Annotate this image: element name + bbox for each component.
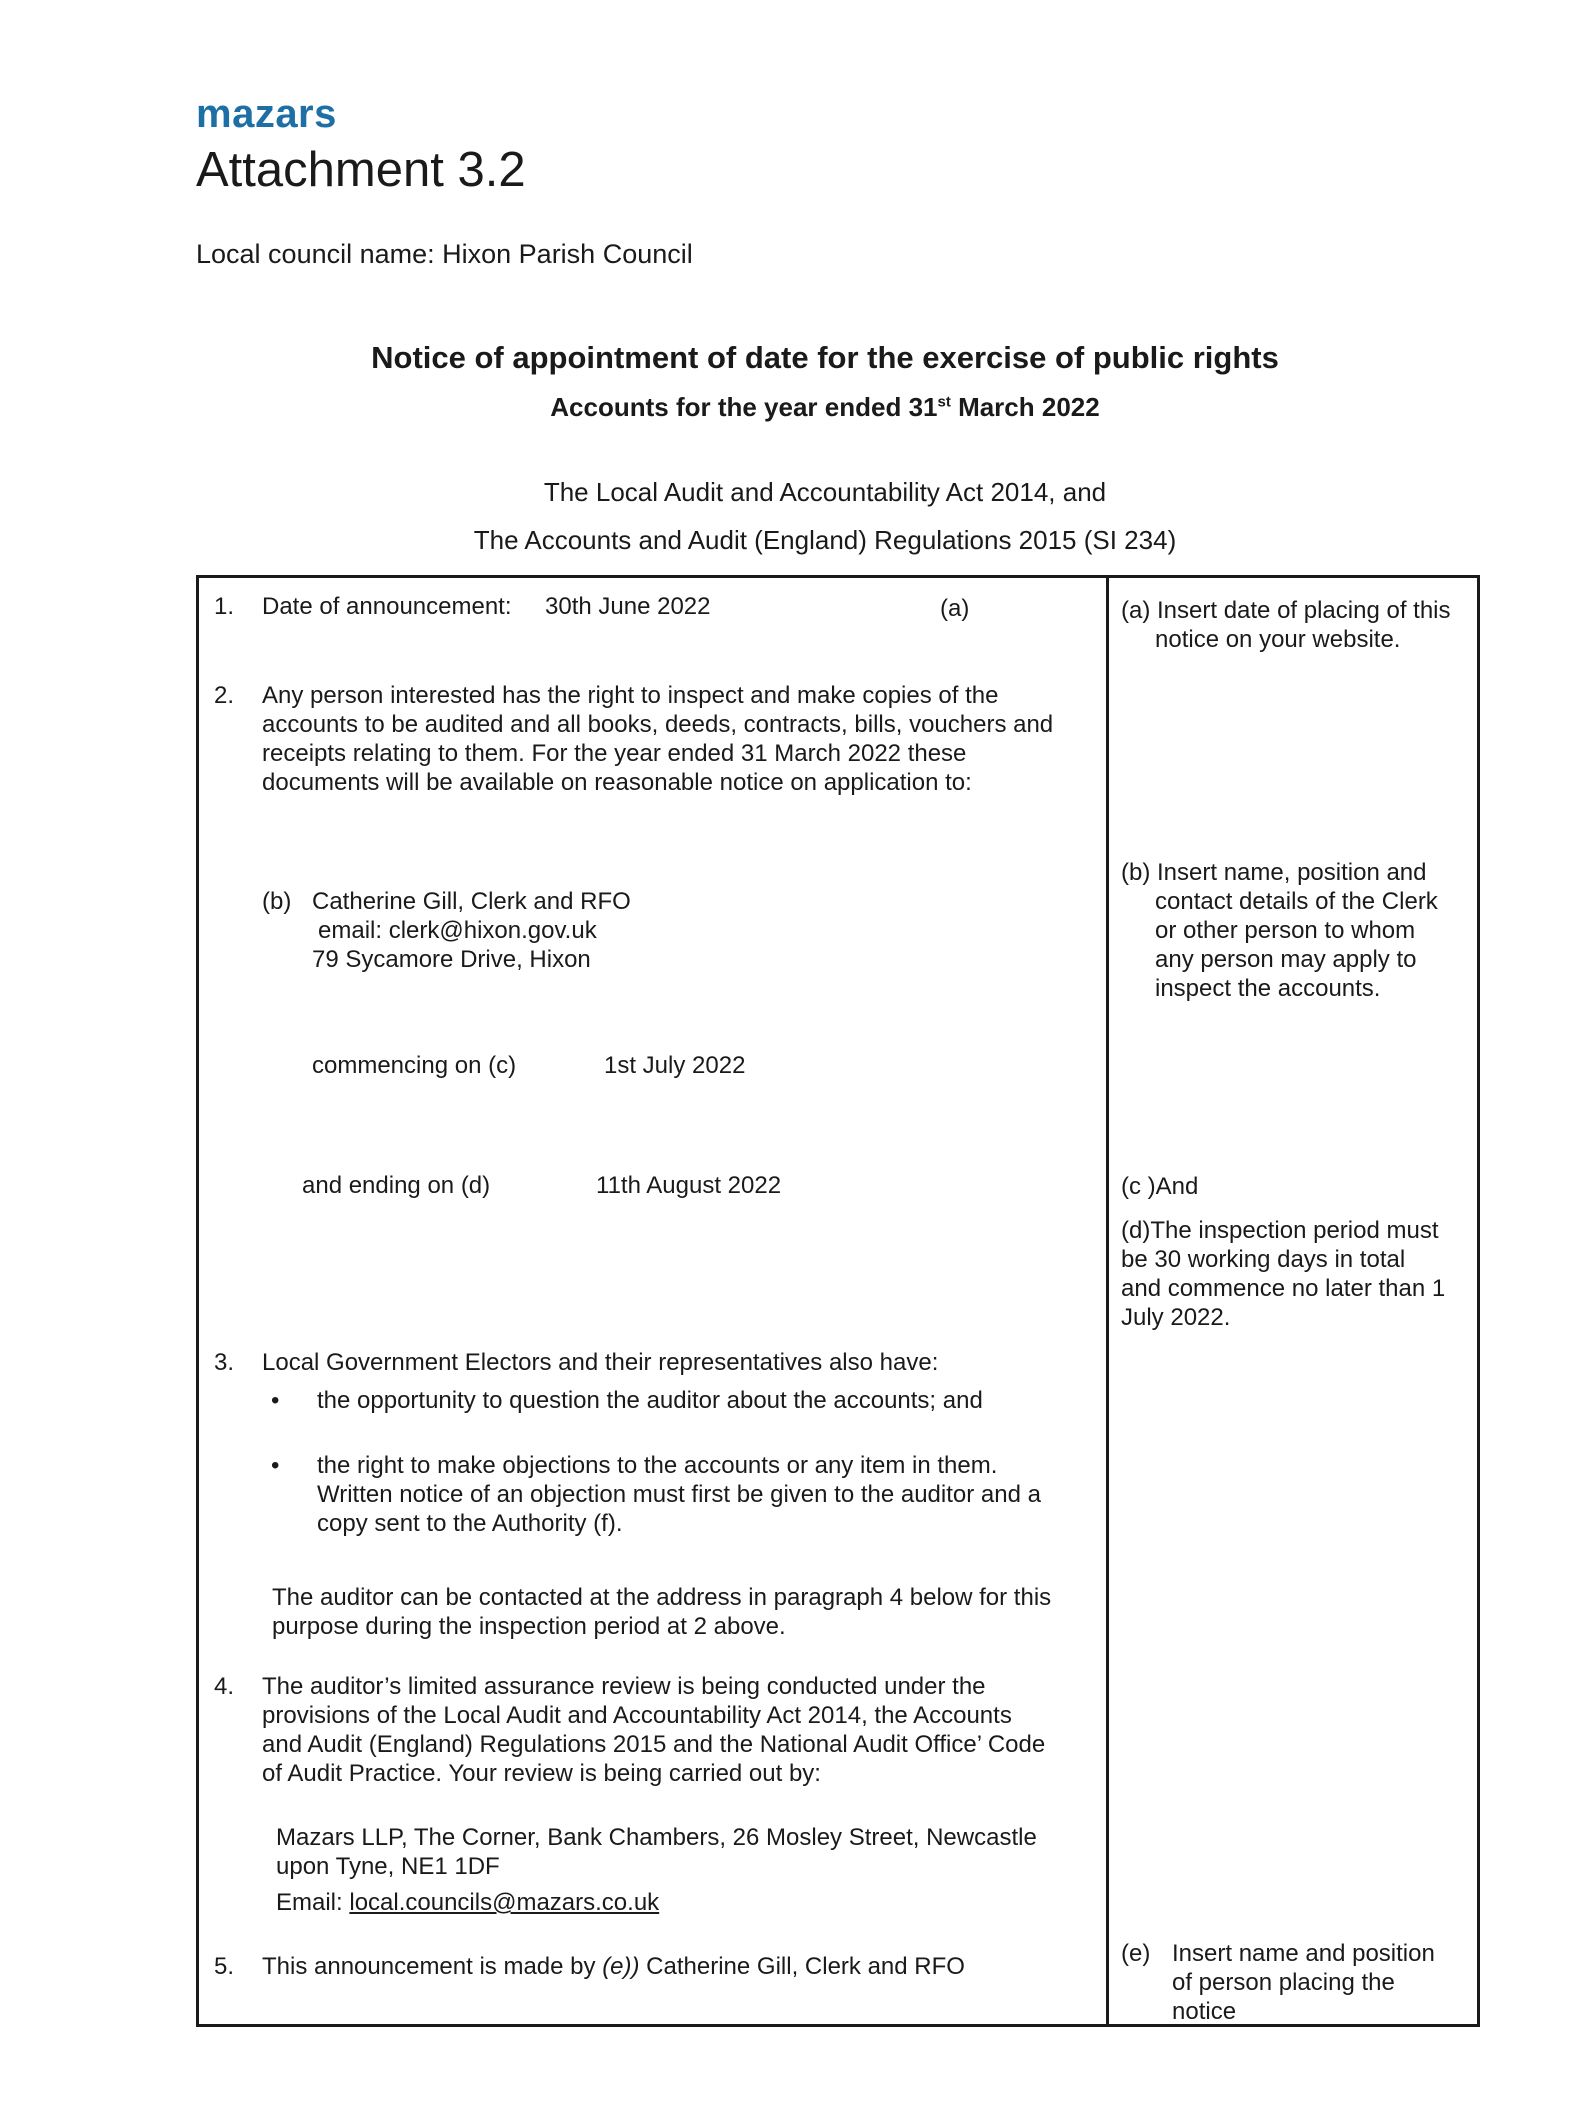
auditor-email-row [276,1888,659,1917]
note-d-line-2: be 30 working days in total [1121,1246,1406,1273]
note-a-line-2: notice on your website. [1155,626,1401,653]
note-a-line-1: (a) Insert date of placing of this [1121,597,1451,624]
ending-label: and ending on (d) [302,1172,491,1199]
notice-subtitle [0,392,1574,423]
item-4-number: 4. [214,1673,235,1700]
auditor-email-link[interactable]: local.councils@mazars.co.uk [349,1889,660,1916]
note-e-line-3: notice [1172,1998,1237,2025]
act-line-2: The Accounts and Audit (England) Regulations 2015 (SI 234) [473,525,1177,555]
act-line-1: The Local Audit and Accountability Act 2014, and [543,477,1107,507]
item-4-line-2: provisions of the Local Audit and Accountability Act 2014, the Accounts [262,1702,1012,1729]
contact-address: 79 Sycamore Drive, Hixon [312,946,591,973]
column-divider [1106,577,1109,2025]
commencing-date: 1st July 2022 [604,1052,746,1079]
bullet-2-line-2: Written notice of an objection must first be given to the auditor and a [317,1481,1041,1508]
subtitle-sup: st [937,393,951,411]
note-b-line-4: any person may apply to [1155,946,1417,973]
item-2-line-1: Any person interested has the right to inspect and make copies of the [262,682,999,709]
note-e-line-1: Insert name and position [1172,1940,1435,1967]
commencing-label: commencing on (c) [312,1052,517,1079]
auditor-note-line-2: purpose during the inspection period at 2 above. [272,1613,786,1640]
item-1-marker: (a) [940,595,970,622]
note-b-line-2: contact details of the Clerk [1155,888,1438,915]
mazars-logo: mazars [196,92,337,136]
subtitle-suffix: March 2022 [950,392,1100,422]
notice-title: Notice of appointment of date for the exercise of public rights [371,340,1279,375]
auditor-address-line-1: Mazars LLP, The Corner, Bank Chambers, 26 Mosley Street, Newcastle [276,1824,1037,1851]
note-b-line-1: (b) Insert name, position and [1121,859,1427,886]
note-c: (c )And [1121,1173,1199,1200]
item-5-number: 5. [214,1953,235,1980]
item-1-number: 1. [214,593,235,620]
bullet-1-text: the opportunity to question the auditor about the accounts; and [317,1387,983,1414]
item-2-b-marker: (b) [262,888,292,915]
item-2-line-4: documents will be available on reasonable notice on application to: [262,769,972,796]
item-5-value: Catherine Gill, Clerk and RFO [639,1953,965,1980]
contact-email: email: clerk@hixon.gov.uk [318,917,597,944]
note-e-marker: (e) [1121,1940,1151,1967]
attachment-heading: Attachment 3.2 [196,143,526,197]
item-2-number: 2. [214,682,235,709]
ending-date: 11th August 2022 [596,1172,782,1199]
item-5-marker: (e)) [602,1953,640,1980]
item-2-line-2: accounts to be audited and all books, deeds, contracts, bills, vouchers and [262,711,1054,738]
note-e-line-2: of person placing the [1172,1969,1395,1996]
bullet-1-dot: • [271,1387,280,1414]
subtitle-prefix: Accounts for the year ended 31 [550,392,938,422]
note-b-line-5: inspect the accounts. [1155,975,1381,1002]
item-4-line-3: and Audit (England) Regulations 2015 and the National Audit Office’ Code [262,1731,1046,1758]
auditor-email-label: Email: [276,1889,350,1916]
item-4-line-1: The auditor’s limited assurance review is being conducted under the [262,1673,986,1700]
bullet-2-line-3: copy sent to the Authority (f). [317,1510,623,1537]
item-3-number: 3. [214,1349,235,1376]
auditor-address-line-2: upon Tyne, NE1 1DF [276,1853,500,1880]
item-5-text [262,1952,965,1981]
item-5-prefix: This announcement is made by [262,1953,603,1980]
item-3-intro: Local Government Electors and their representatives also have: [262,1349,939,1376]
item-2-line-3: receipts relating to them. For the year ended 31 March 2022 these [262,740,967,767]
note-b-line-3: or other person to whom [1155,917,1416,944]
announcement-label: Date of announcement: [262,593,512,620]
council-name: Local council name: Hixon Parish Council [196,239,693,269]
bullet-2-dot: • [271,1452,280,1479]
note-d-line-1: (d)The inspection period must [1121,1217,1439,1244]
item-4-line-4: of Audit Practice. Your review is being carried out by: [262,1760,821,1787]
note-d-line-3: and commence no later than 1 [1121,1275,1446,1302]
bullet-2-line-1: the right to make objections to the accounts or any item in them. [317,1452,998,1479]
auditor-note-line-1: The auditor can be contacted at the address in paragraph 4 below for this [272,1584,1052,1611]
note-d-line-4: July 2022. [1121,1304,1231,1331]
contact-name: Catherine Gill, Clerk and RFO [312,888,631,915]
announcement-date: 30th June 2022 [545,593,711,620]
